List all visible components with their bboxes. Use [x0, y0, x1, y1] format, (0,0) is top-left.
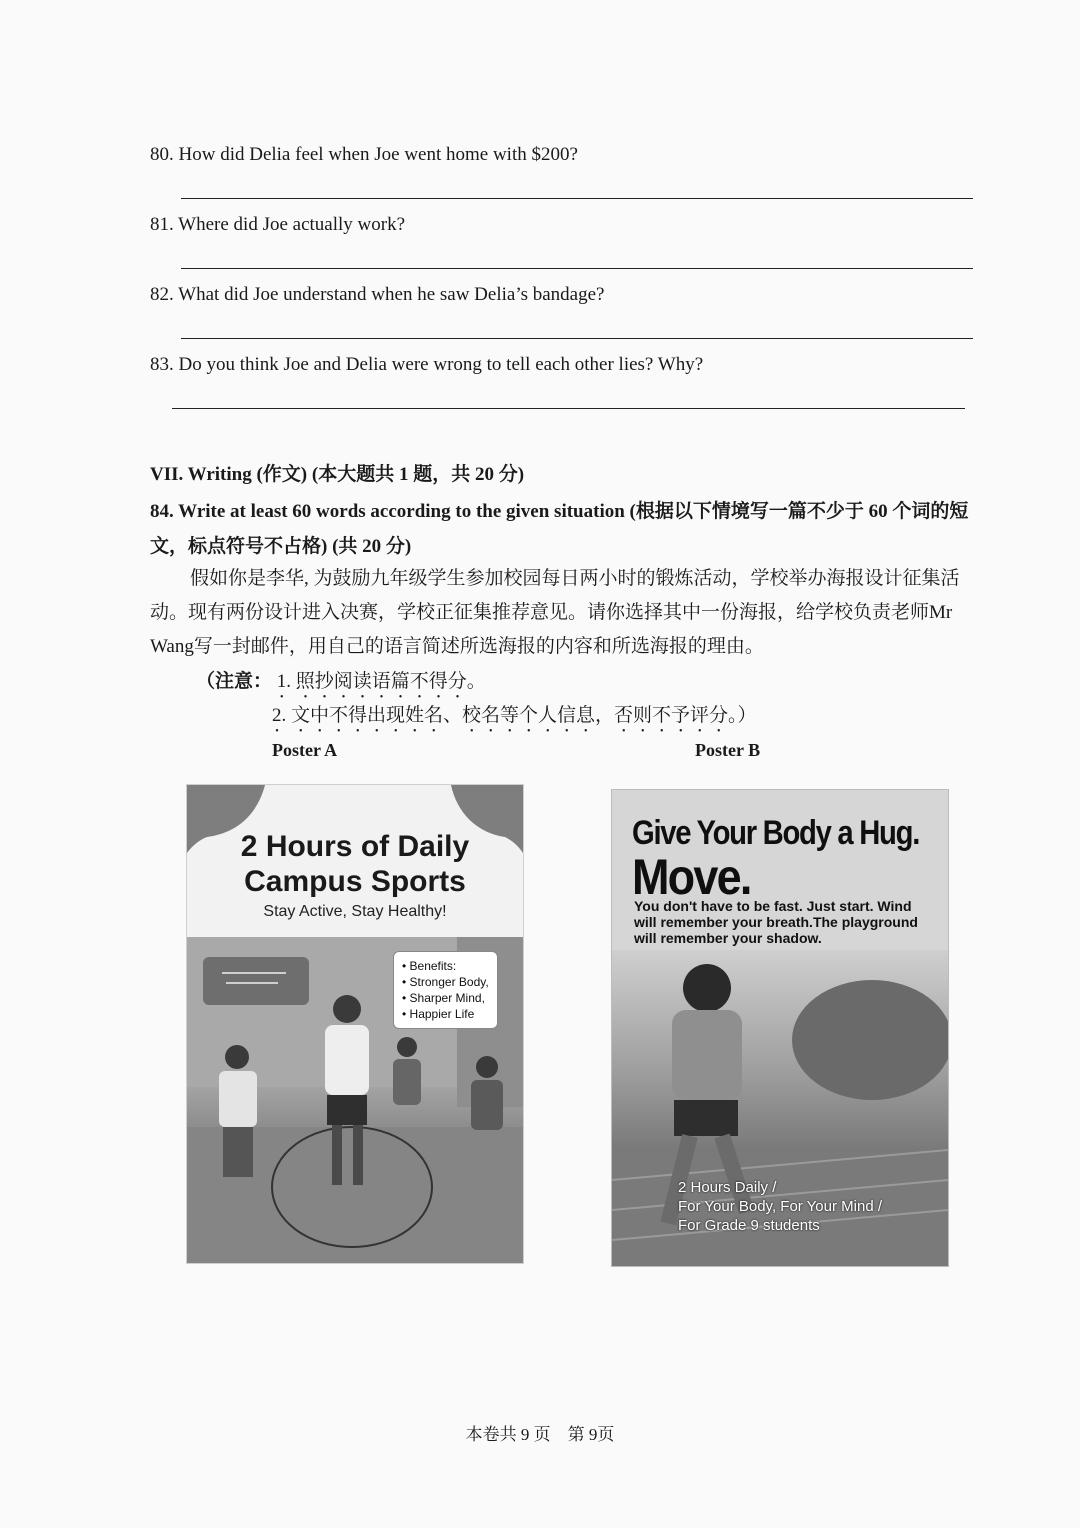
writing-task: 84. Write at least 60 words according to the given situation (根据以下情境写一篇不少于 60 个词的短文，标点符号不占格) (共 20 分): [150, 501, 969, 557]
situation-paragraph: 假如你是李华, 为鼓励九年级学生参加校园每日两小时的锻炼活动，学校举办海报设计征集活动。现有两份设计进入决赛，学校正征集推荐意见。请你选择其中一份海报，给学校负责老师Mr Wang写一封邮件，用自己的语言简述所选海报的内容和所选海报的理由。: [150, 568, 960, 657]
question-text: Where did Joe actually work?: [178, 214, 406, 235]
poster-b-headline-1: Give Your Body a Hug.: [632, 814, 920, 852]
benefit-item: • Benefits:: [402, 959, 457, 973]
note-2: 2. 文中不得出现姓名、校名等个人信息，否则不予评分。）: [272, 705, 757, 726]
poster-b-footer-line3: For Grade 9 students: [678, 1217, 820, 1234]
poster-a: [186, 784, 524, 1264]
note-label: （注意：: [196, 671, 273, 692]
poster-a-title-line2: Campus Sports: [244, 865, 466, 898]
answer-line-83[interactable]: [172, 408, 965, 409]
question-number: 80.: [150, 144, 174, 165]
page-footer: 本卷共 9 页 第 9页: [465, 1425, 615, 1444]
question-number: 81.: [150, 214, 174, 235]
answer-line-80[interactable]: [181, 198, 973, 199]
note-1: [196, 666, 486, 703]
poster-b-label: Poster B: [695, 740, 761, 760]
question-number: 83.: [150, 354, 174, 375]
poster-a-benefits: [393, 951, 498, 1029]
poster-a-label: Poster A: [272, 740, 338, 760]
question-83: [150, 354, 703, 376]
answer-line-82[interactable]: [181, 338, 973, 339]
question-text: What did Joe understand when he saw Delia’s bandage?: [178, 284, 605, 305]
poster-b-footer: [678, 1178, 938, 1235]
poster-b-footer-line2: For Your Body, For Your Mind /: [678, 1198, 883, 1215]
poster-b-footer-line1: 2 Hours Daily /: [678, 1179, 777, 1196]
answer-line-81[interactable]: [181, 268, 973, 269]
question-text: How did Delia feel when Joe went home with $200?: [178, 144, 578, 165]
section-title: VII. Writing (作文) (本大题共 1 题，共 20 分): [150, 464, 525, 485]
poster-a-title: [187, 829, 523, 899]
benefit-item: • Stronger Body,: [402, 975, 489, 989]
question-number: 82.: [150, 284, 174, 305]
note-1-text: 1. 照抄阅读语篇不得分。: [276, 671, 486, 692]
poster-a-badge: [203, 957, 309, 1005]
poster-b: [611, 789, 949, 1267]
poster-a-subtitle: Stay Active, Stay Healthy!: [263, 903, 447, 920]
poster-a-title-line1: 2 Hours of Daily: [240, 830, 470, 863]
benefit-item: • Happier Life: [402, 1007, 475, 1021]
question-81: [150, 214, 405, 236]
badge-scribble-icon: [216, 965, 296, 989]
poster-b-headline-2: Move.: [632, 849, 751, 905]
benefit-item: • Sharper Mind,: [402, 991, 485, 1005]
poster-b-body: You don't have to be fast. Just start. Wind will remember your breath.The playground will remember your shadow.: [634, 898, 918, 946]
question-80: [150, 144, 578, 166]
question-text: Do you think Joe and Delia were wrong to tell each other lies? Why?: [178, 354, 704, 375]
question-82: [150, 284, 604, 306]
